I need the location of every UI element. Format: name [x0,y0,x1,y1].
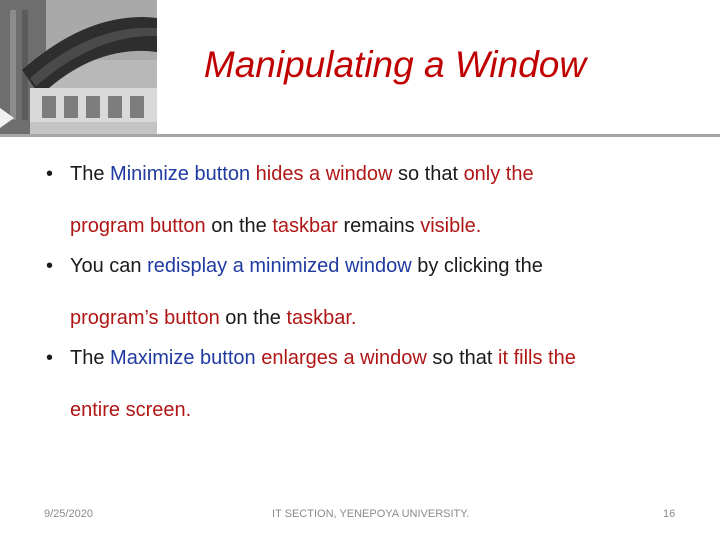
text-segment: it fills the [498,347,576,369]
bullet-item-redisplay [46,240,676,344]
footer-organization: IT SECTION, YENEPOYA UNIVERSITY. [272,508,470,520]
term-minimize-button: Minimize button [110,163,251,185]
term-taskbar: taskbar. [286,307,357,329]
bullet-text [70,332,676,436]
bullet-dot: • [46,163,54,185]
term-maximize-button: Maximize button [110,347,256,369]
text-segment: so that [392,163,464,185]
term-program-button: program button [70,215,206,237]
text-segment: on the [205,215,273,237]
term-programs-button: program’s button [70,307,220,329]
bullet-item-minimize [46,148,676,252]
text-segment: by clicking the [411,255,543,277]
text-segment: on the [219,307,287,329]
text-segment: You can [70,255,148,277]
text-segment: enlarges a window [255,347,427,369]
term-redisplay-window: redisplay a minimized window [147,255,412,277]
text-segment: hides a window [250,163,393,185]
slide-title: Manipulating a Window [203,44,587,85]
bullet-text [70,148,676,252]
footer-page-number: 16 [663,508,676,520]
text-segment: only the [463,163,534,185]
term-entire-screen: entire screen. [70,399,192,421]
bullet-dot: • [46,255,54,277]
bullet-item-maximize [46,332,676,436]
bullet-dot: • [46,347,54,369]
footer-date: 9/25/2020 [44,508,93,520]
text-segment: The [70,347,111,369]
term-taskbar: taskbar [272,215,338,237]
text-segment: visible. [420,215,482,237]
text-segment: remains [337,215,421,237]
bullet-text [70,240,676,344]
text-segment: so that [426,347,499,369]
text-segment: The [70,163,111,185]
